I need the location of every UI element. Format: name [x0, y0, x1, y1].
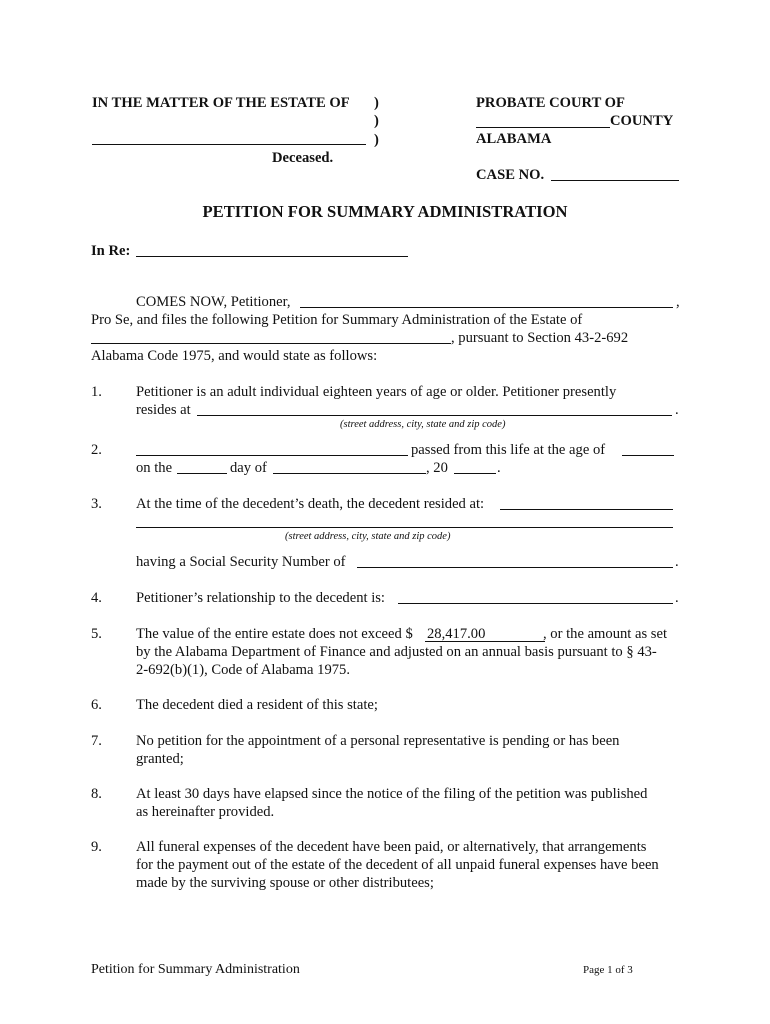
- address-hint: (street address, city, state and zip code): [340, 419, 506, 430]
- intro-line-4: Alabama Code 1975, and would state as follows:: [91, 348, 378, 364]
- address-hint: (street address, city, state and zip code): [285, 531, 451, 542]
- decedent-name-line-2[interactable]: [136, 455, 408, 456]
- item-number: 2.: [91, 442, 102, 458]
- item-6-text: The decedent died a resident of this state;: [136, 697, 378, 713]
- state-label: ALABAMA: [476, 131, 552, 147]
- county-name-line[interactable]: [476, 127, 610, 128]
- page-number: Page 1 of 3: [583, 964, 633, 976]
- item-2-day-of: day of: [230, 460, 267, 476]
- item-number: 9.: [91, 839, 102, 855]
- item-1-period: .: [675, 402, 679, 418]
- item-5-text-end: , or the amount as set: [543, 626, 668, 642]
- item-2-text: passed from this life at the age of: [411, 442, 606, 458]
- item-number: 5.: [91, 626, 102, 642]
- item-5-text-2: by the Alabama Department of Finance and adjusted on an annual basis pursuant to § 43-: [136, 644, 657, 660]
- ssn-line[interactable]: [357, 567, 673, 568]
- decedent-address-line-2[interactable]: [136, 527, 673, 528]
- deceased-label: Deceased.: [272, 150, 334, 166]
- death-year-line[interactable]: [454, 473, 496, 474]
- intro-line-3: , pursuant to Section 43-2-692: [451, 330, 629, 346]
- county-label: COUNTY: [610, 113, 674, 129]
- item-5-text-3: 2-692(b)(1), Code of Alabama 1975.: [136, 662, 350, 678]
- estate-value-field[interactable]: 28,417.00: [425, 627, 545, 642]
- probate-court-label: PROBATE COURT OF: [476, 95, 625, 111]
- item-2-year-prefix: , 20: [426, 460, 448, 476]
- item-number: 7.: [91, 733, 102, 749]
- item-8-text: At least 30 days have elapsed since the notice of the filing of the petition was published: [136, 786, 648, 802]
- item-8-text-2: as hereinafter provided.: [136, 804, 275, 820]
- item-9-text: All funeral expenses of the decedent have been paid, or alternatively, that arrangements: [136, 839, 647, 855]
- item-number: 1.: [91, 384, 102, 400]
- intro-comma: ,: [676, 294, 680, 310]
- page-title: PETITION FOR SUMMARY ADMINISTRATION: [202, 202, 568, 221]
- intro-line-1: COMES NOW, Petitioner,: [136, 294, 291, 310]
- item-1-text: Petitioner is an adult individual eighteen years of age or older. Petitioner presently: [136, 384, 617, 400]
- decedent-address-line-1[interactable]: [500, 509, 673, 510]
- item-3-ssn-label: having a Social Security Number of: [136, 554, 346, 570]
- item-3-period: .: [675, 554, 679, 570]
- item-1-resides: resides at: [136, 402, 191, 418]
- item-7-text-2: granted;: [136, 751, 184, 767]
- death-month-line[interactable]: [273, 473, 426, 474]
- item-3-text: At the time of the decedent’s death, the decedent resided at:: [136, 496, 485, 512]
- decedent-name-line[interactable]: [92, 144, 366, 145]
- estate-name-line[interactable]: [91, 343, 451, 344]
- item-4-period: .: [675, 590, 679, 606]
- item-4-text: Petitioner’s relationship to the decedent is:: [136, 590, 385, 606]
- case-no-label: CASE NO.: [476, 167, 545, 183]
- petitioner-address-line[interactable]: [197, 415, 672, 416]
- item-number: 4.: [91, 590, 102, 606]
- petitioner-name-line[interactable]: [300, 307, 673, 308]
- caption-paren: ): [374, 132, 379, 148]
- in-re-line[interactable]: [136, 256, 408, 257]
- caption-paren: ): [374, 95, 379, 111]
- estate-matter-label: IN THE MATTER OF THE ESTATE OF: [92, 95, 350, 111]
- item-9-text-3: made by the surviving spouse or other distributees;: [136, 875, 434, 891]
- item-9-text-2: for the payment out of the estate of the decedent of all unpaid funeral expenses have been: [136, 857, 659, 873]
- intro-line-2: Pro Se, and files the following Petition for Summary Administration of the Estate of: [91, 312, 583, 328]
- relationship-line[interactable]: [398, 603, 673, 604]
- age-line[interactable]: [622, 455, 674, 456]
- item-number: 3.: [91, 496, 102, 512]
- item-2-period: .: [497, 460, 501, 476]
- item-number: 8.: [91, 786, 102, 802]
- death-day-line[interactable]: [177, 473, 227, 474]
- footer-title: Petition for Summary Administration: [91, 962, 300, 977]
- in-re-label: In Re:: [91, 243, 131, 259]
- case-no-line[interactable]: [551, 180, 679, 181]
- item-2-on-the: on the: [136, 460, 173, 476]
- item-7-text: No petition for the appointment of a personal representative is pending or has been: [136, 733, 620, 749]
- item-5-text: The value of the entire estate does not exceed $: [136, 626, 413, 642]
- item-number: 6.: [91, 697, 102, 713]
- caption-paren: ): [374, 113, 379, 129]
